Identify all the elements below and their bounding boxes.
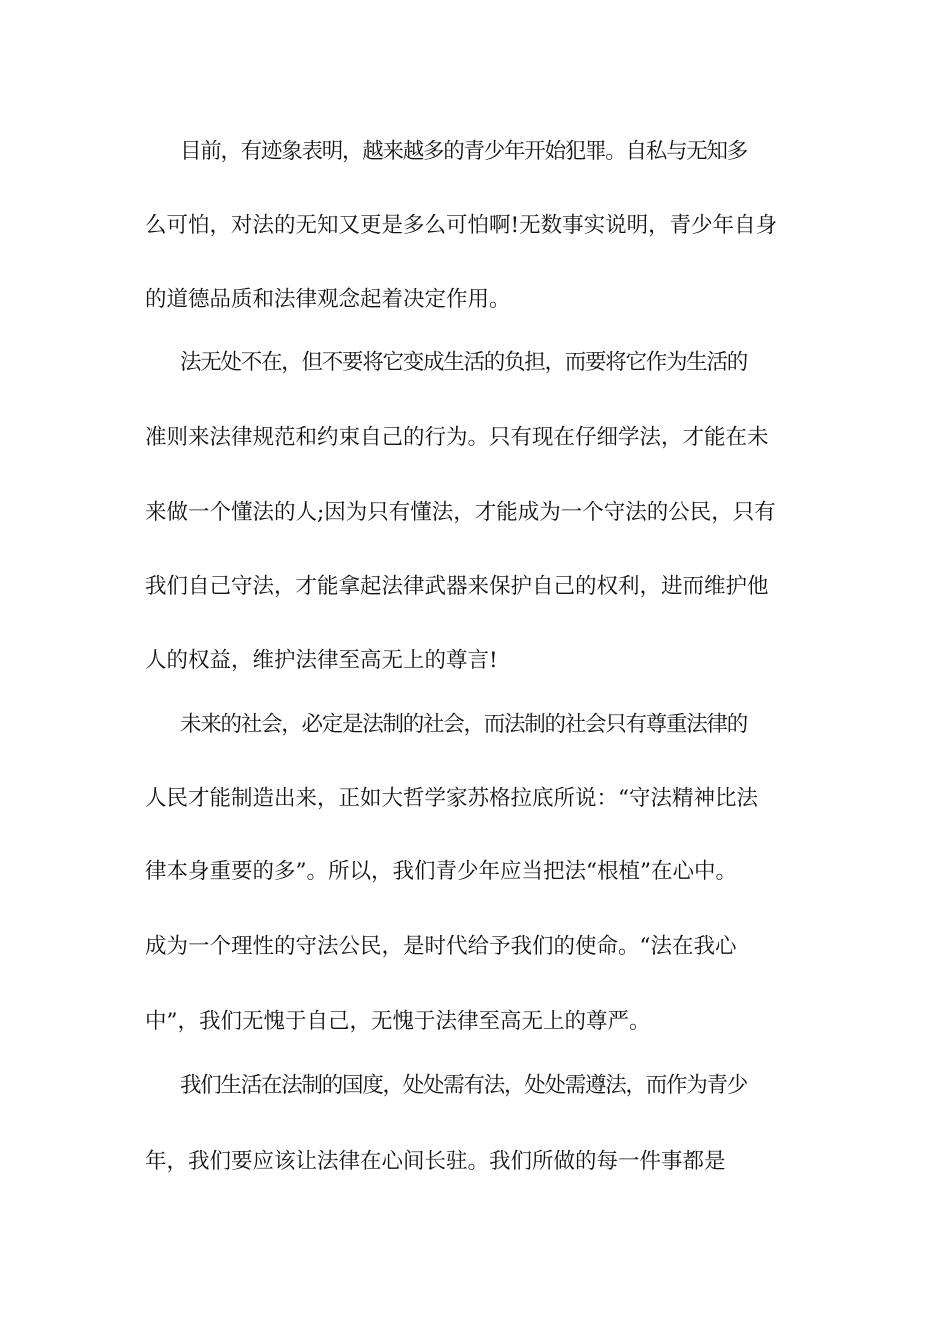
paragraph-3-line-3: 律本身重要的多”。所以，我们青少年应当把法“根植”在心中。 xyxy=(145,859,737,884)
paragraph-3-line-5: 中”，我们无愧于自己，无愧于法律至高无上的尊严。 xyxy=(145,1009,651,1034)
paragraph-4-line-1: 我们生活在法制的国度，处处需有法，处处需遵法，而作为青少 xyxy=(180,1073,748,1098)
paragraph-3-line-1: 未来的社会，必定是法制的社会，而法制的社会只有尊重法律的 xyxy=(180,712,748,737)
paragraph-4-line-2: 年，我们要应该让法律在心间长驻。我们所做的每一件事都是 xyxy=(145,1149,726,1174)
paragraph-3-line-4: 成为一个理性的守法公民，是时代给予我们的使命。“法在我心 xyxy=(145,934,737,959)
paragraph-3-line-2: 人民才能制造出来，正如大哲学家苏格拉底所说：“守法精神比法 xyxy=(145,786,758,811)
paragraph-2-line-3: 来做一个懂法的人;因为只有懂法，才能成为一个守法的公民，只有 xyxy=(145,500,776,525)
paragraph-2-line-5: 人的权益，维护法律至高无上的尊言! xyxy=(145,648,498,673)
paragraph-1-line-1: 目前，有迹象表明，越来越多的青少年开始犯罪。自私与无知多 xyxy=(180,139,748,164)
paragraph-2-line-4: 我们自己守法，才能拿起法律武器来保护自己的权利，进而维护他 xyxy=(145,574,769,599)
paragraph-1-line-2: 么可怕，对法的无知又更是多么可怕啊!无数事实说明，青少年自身 xyxy=(145,213,778,238)
paragraph-1-line-3: 的道德品质和法律观念起着决定作用。 xyxy=(145,287,511,312)
paragraph-2-line-1: 法无处不在，但不要将它变成生活的负担，而要将它作为生活的 xyxy=(180,350,748,375)
paragraph-2-line-2: 准则来法律规范和约束自己的行为。只有现在仔细学法，才能在未 xyxy=(145,425,769,450)
